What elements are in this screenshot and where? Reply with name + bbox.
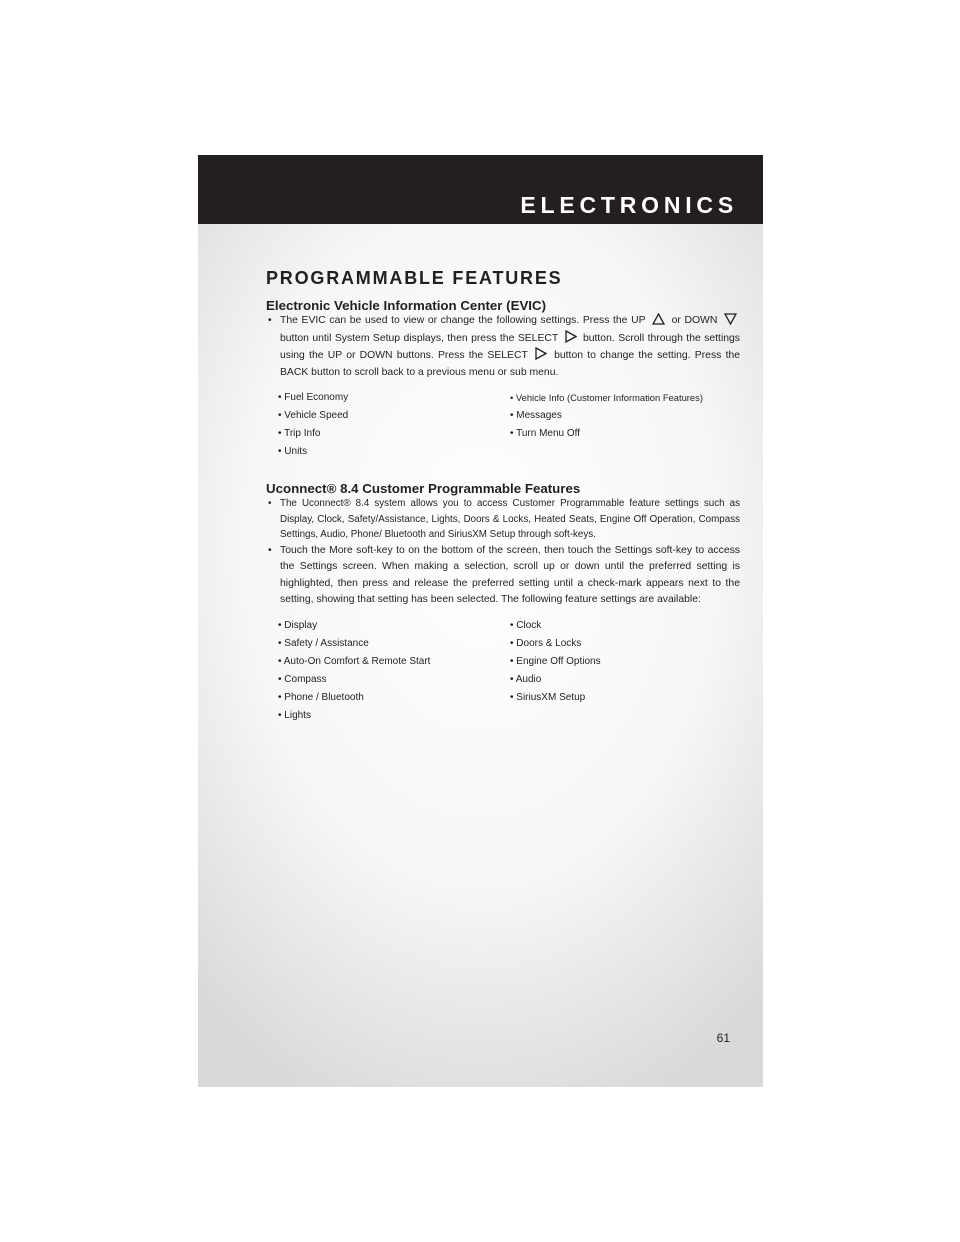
list-item: • Vehicle Info (Customer Information Features): [510, 392, 703, 403]
list-item: • Safety / Assistance: [278, 637, 369, 649]
evic-bullet: [266, 313, 740, 381]
evic-text-5: button to change the setting. Press the BACK button to scroll back to a previous menu or sub menu.: [280, 350, 741, 378]
bullet-dot: •: [268, 498, 272, 509]
uconnect-text-1: The Uconnect® 8.4 system allows you to access Customer Programmable feature settings such as Display, Clock, Safety/Assistance, Lights, Doors & Locks, Heated Seats, Engine Off Operation, Compass Settings, Audio, Phone/ Bluetooth and SiriusXM Setup through soft-keys.: [280, 498, 740, 540]
list-item: • Clock: [510, 619, 542, 631]
uconnect-bullet: [266, 496, 740, 543]
bullet-dot: •: [268, 544, 272, 556]
evic-settings-list: [278, 389, 740, 461]
page-title: PROGRAMMABLE FEATURES: [266, 268, 563, 288]
section-header-bar: [198, 155, 763, 224]
list-item: • Display: [278, 619, 318, 631]
list-item: • Engine Off Options: [510, 655, 601, 667]
evic-text-1: The EVIC can be used to view or change the following settings. Press the UP: [280, 315, 646, 326]
evic-text-2: or DOWN: [671, 315, 718, 326]
evic-text-3: button until System Setup displays, then press the SELECT: [280, 332, 559, 344]
right-triangle-icon: [535, 347, 547, 360]
list-item: • Doors & Locks: [510, 637, 582, 649]
bullet-dot: •: [268, 315, 272, 326]
page-number: 61: [716, 1031, 730, 1045]
list-item: • Messages: [510, 410, 562, 421]
evic-text-4: button. Scroll through the settings using the UP or DOWN buttons. Press the SELECT: [280, 332, 741, 361]
list-item: • Units: [278, 446, 308, 457]
uconnect-heading: Uconnect® 8.4 Customer Programmable Features: [266, 481, 581, 496]
uconnect-bullet: [266, 543, 740, 609]
down-triangle-icon: [724, 313, 737, 325]
uconnect-text-2: Touch the More soft-key to on the bottom of the screen, then touch the Settings soft-key to access the Settings screen. When making a selection, scroll up or down until the preferred setting is highlighted, then press and release the preferred setting until a check-mark appears next to the setting, showing that setting has been selected. The following feature settings are available:: [280, 544, 740, 605]
list-item: • Auto-On Comfort & Remote Start: [278, 655, 431, 667]
list-item: • Audio: [510, 673, 542, 685]
page-content: [266, 268, 740, 725]
list-item: • SiriusXM Setup: [510, 691, 586, 703]
up-triangle-icon: [652, 313, 665, 325]
manual-page: [198, 155, 763, 1087]
list-item: • Trip Info: [278, 428, 321, 439]
uconnect-settings-list: [278, 617, 740, 725]
list-item: • Fuel Economy: [278, 392, 349, 403]
section-title: ELECTRONICS: [520, 192, 738, 218]
list-item: • Vehicle Speed: [278, 410, 349, 421]
evic-heading: Electronic Vehicle Information Center (EVIC): [266, 298, 547, 313]
list-item: • Lights: [278, 709, 311, 721]
right-triangle-icon: [565, 330, 577, 343]
list-item: • Turn Menu Off: [510, 428, 581, 439]
list-item: • Compass: [278, 673, 327, 685]
list-item: • Phone / Bluetooth: [278, 691, 364, 703]
